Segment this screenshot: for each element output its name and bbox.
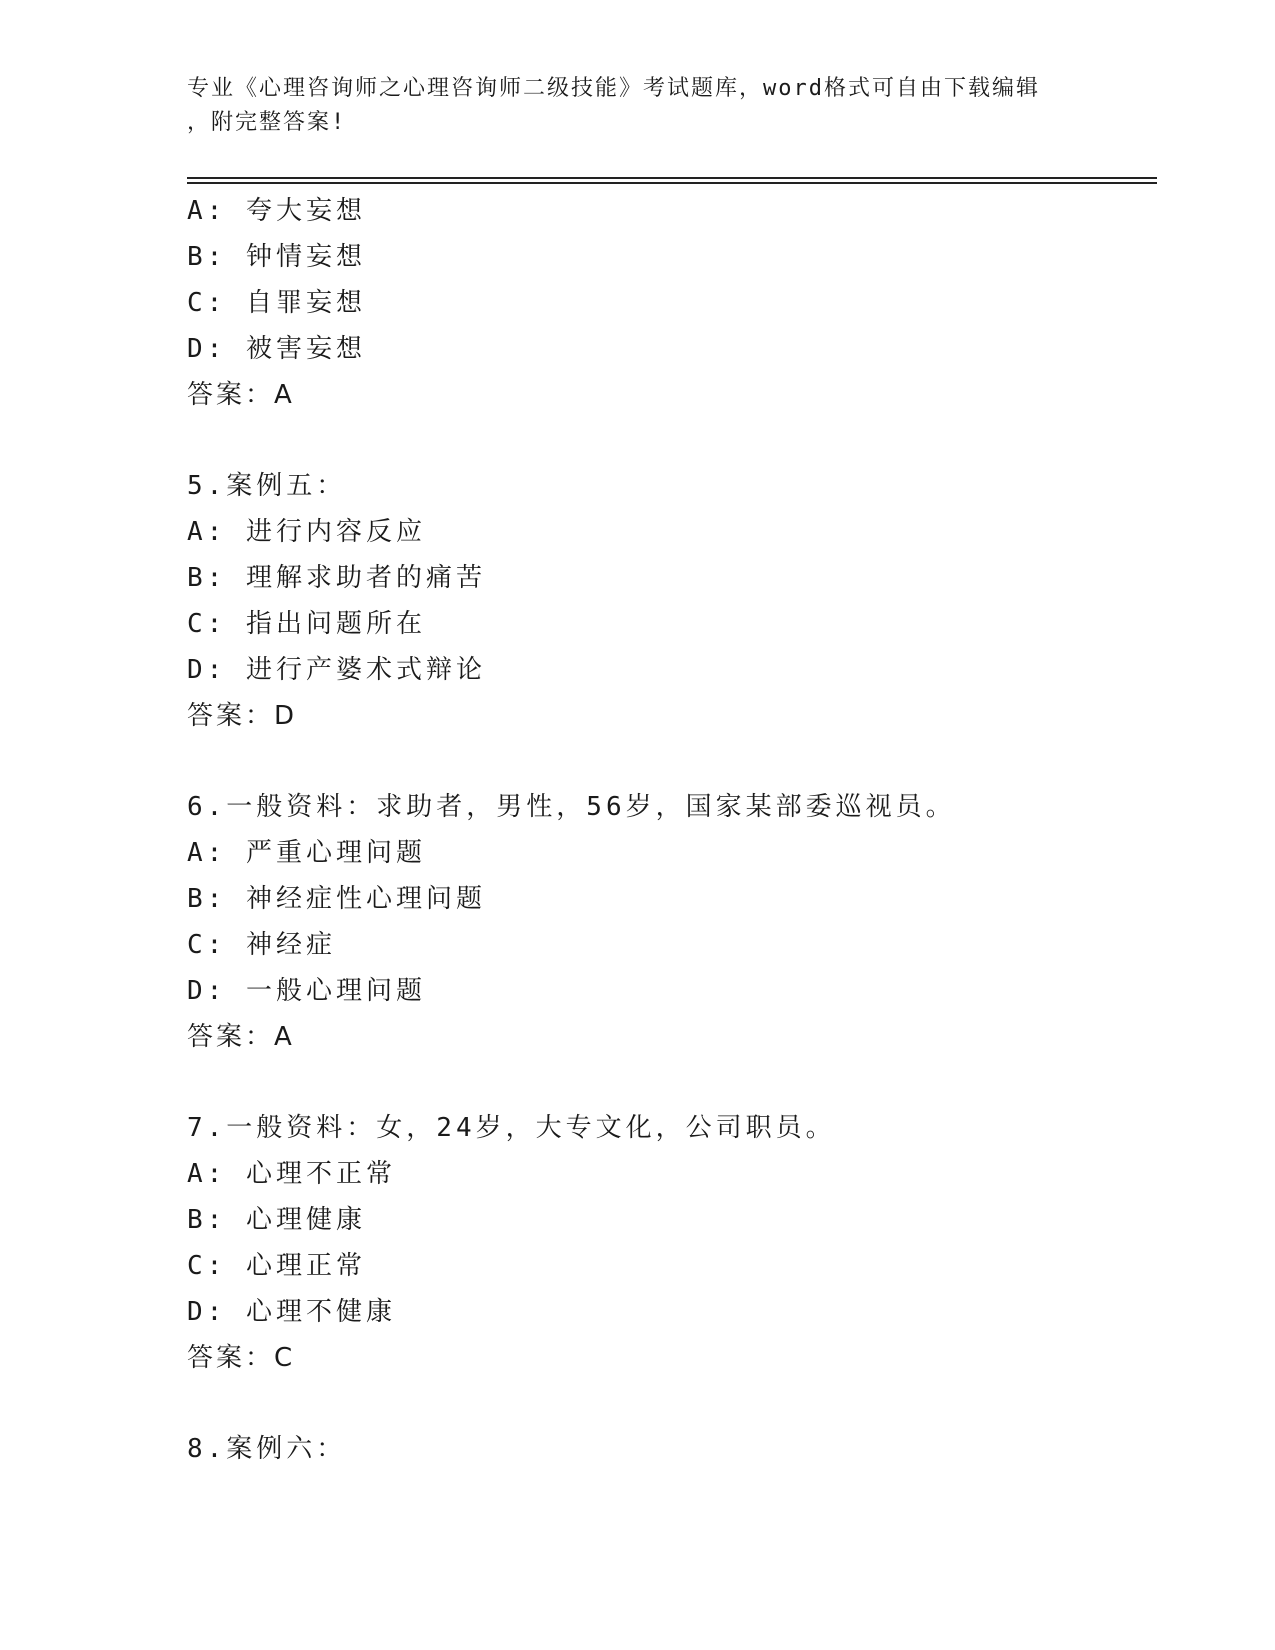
option-c: C: 心理正常 (187, 1251, 366, 1281)
question-title: 5.案例五： (187, 471, 347, 501)
question-block (187, 1426, 1147, 1472)
option-d: D: 进行产婆术式辩论 (187, 655, 486, 685)
question-block (187, 1105, 1147, 1381)
option-b: B: 理解求助者的痛苦 (187, 563, 486, 593)
answer-line: 答案：D (187, 701, 298, 731)
question-block (187, 188, 1147, 418)
option-c: C: 指出问题所在 (187, 609, 426, 639)
option-c: C: 自罪妄想 (187, 288, 366, 318)
option-a: A: 进行内容反应 (187, 517, 426, 547)
header-divider-top (187, 177, 1157, 179)
option-b: B: 神经症性心理问题 (187, 884, 486, 914)
answer-line: 答案：C (187, 1343, 296, 1373)
option-a: A: 夸大妄想 (187, 196, 366, 226)
question-block (187, 463, 1147, 739)
answer-line: 答案：A (187, 380, 295, 410)
answer-line: 答案：A (187, 1022, 295, 1052)
document-header (187, 72, 1087, 140)
option-c: C: 神经症 (187, 930, 336, 960)
question-title: 8.案例六： (187, 1434, 347, 1464)
header-line-2: ，附完整答案! (187, 110, 347, 135)
option-a: A: 严重心理问题 (187, 838, 426, 868)
option-b: B: 心理健康 (187, 1205, 366, 1235)
option-d: D: 被害妄想 (187, 334, 366, 364)
option-b: B: 钟情妄想 (187, 242, 366, 272)
question-title: 7.一般资料：女，24岁，大专文化，公司职员。 (187, 1113, 836, 1143)
question-list (187, 188, 1147, 1472)
option-d: D: 心理不健康 (187, 1297, 396, 1327)
option-d: D: 一般心理问题 (187, 976, 426, 1006)
option-a: A: 心理不正常 (187, 1159, 396, 1189)
header-line-1: 专业《心理咨询师之心理咨询师二级技能》考试题库，word格式可自由下载编辑 (187, 76, 1040, 101)
question-title: 6.一般资料：求助者，男性，56岁，国家某部委巡视员。 (187, 792, 956, 822)
question-block (187, 784, 1147, 1060)
header-divider-bottom (187, 182, 1157, 184)
